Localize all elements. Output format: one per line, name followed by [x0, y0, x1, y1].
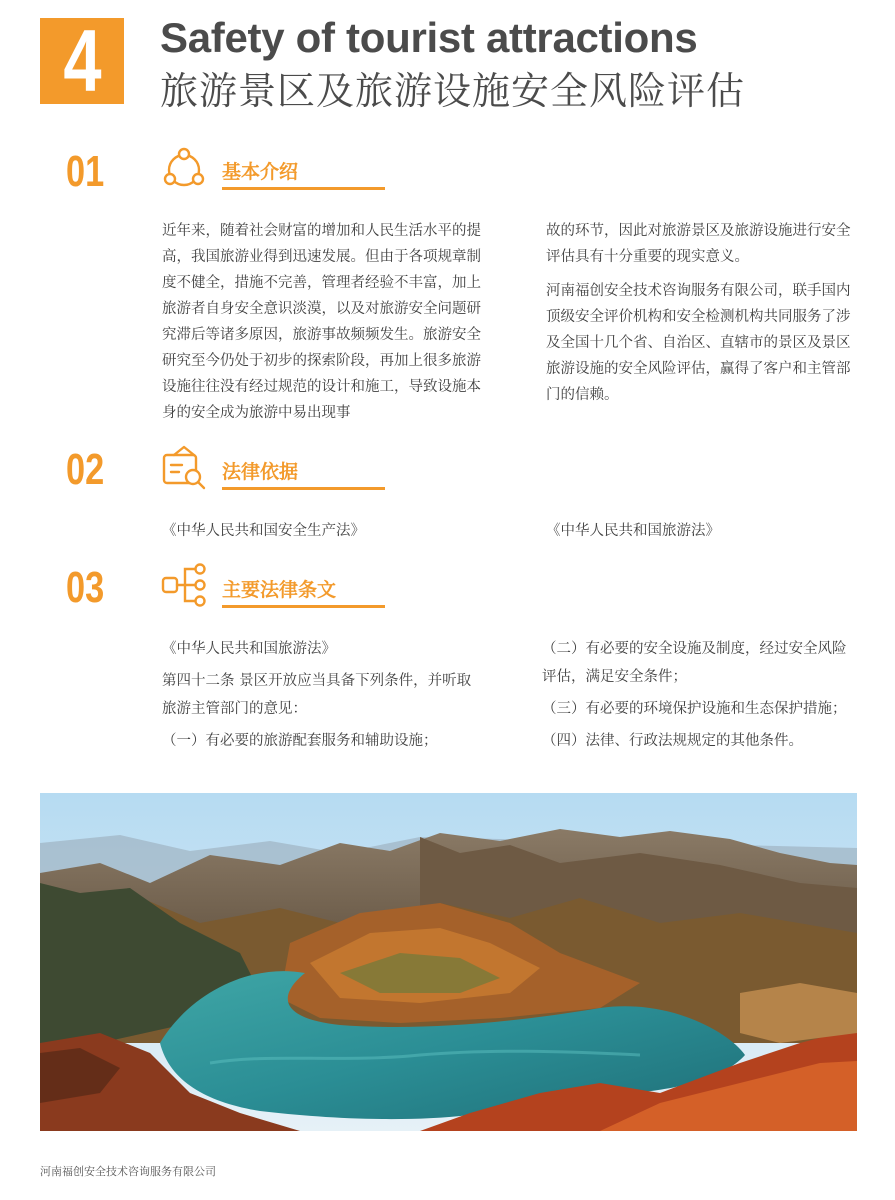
law-articles-right — [542, 636, 847, 754]
page-title-en: Safety of tourist attractions — [160, 14, 698, 61]
law-article-line: （四）法律、行政法规规定的其他条件。 — [542, 733, 803, 749]
chapter-number: 4 — [62, 11, 102, 110]
section-01-underline — [222, 187, 385, 190]
section-01-number: 01 — [66, 147, 105, 196]
scenic-lake-photo — [40, 793, 857, 1131]
flow-nodes-icon — [160, 562, 208, 610]
law-basis-right: 《中华人民共和国旅游法》 — [546, 523, 720, 539]
section-03-underline — [222, 605, 385, 608]
section-03-title: 主要法律条文 — [222, 579, 337, 601]
intro-left-paragraph: 近年来，随着社会财富的增加和人民生活水平的提高，我国旅游业得到迅速发展。但由于各项规章制度不健全，措施不完善，管理者经验不丰富，加上旅游者自身安全意识淡漠，以及对旅游安全问题研究滞后等诸多原因，旅游事故频频发生。旅游安全研究至今仍处于初步的探索阶段，再加上很多旅游设施往往没有经过规范的设计和施工，导致设施本身的安全成为旅游中易出现事 — [162, 223, 481, 421]
law-articles-left — [162, 636, 471, 754]
intro-right-column — [546, 218, 860, 408]
law-basis-left: 《中华人民共和国安全生产法》 — [162, 523, 365, 539]
law-article-line: 第四十二条 景区开放应当具备下列条件，并听取 — [162, 673, 472, 689]
footer-company: 河南福创安全技术咨询服务有限公司 — [40, 1165, 216, 1178]
law-article-line: （三）有必要的环境保护设施和生态保护措施； — [542, 701, 847, 717]
intro-right-paragraph-2: 河南福创安全技术咨询服务有限公司，联手国内顶级安全评价机构和安全检测机构共同服务了涉及全国十几个省、自治区、直辖市的景区及景区旅游设施的安全风险评估，赢得了客户和主管部门的信赖。 — [546, 283, 851, 403]
section-02-number: 02 — [66, 445, 105, 494]
law-article-line: 评估，满足安全条件； — [542, 669, 687, 685]
section-02-underline — [222, 487, 385, 490]
intro-right-paragraph-1: 故的环节，因此对旅游景区及旅游设施进行安全评估具有十分重要的现实意义。 — [546, 223, 851, 265]
law-article-line: （二）有必要的安全设施及制度，经过安全风险 — [542, 641, 847, 657]
network-circle-icon — [160, 146, 208, 194]
law-article-line: （一）有必要的旅游配套服务和辅助设施； — [162, 733, 438, 749]
section-01-title: 基本介绍 — [222, 161, 299, 183]
section-03-number: 03 — [66, 563, 105, 612]
section-02-title: 法律依据 — [222, 461, 299, 483]
law-article-line: 《中华人民共和国旅游法》 — [162, 641, 336, 657]
document-search-icon — [160, 443, 208, 491]
page-title-zh: 旅游景区及旅游设施安全风险评估 — [160, 69, 746, 113]
law-article-line: 旅游主管部门的意见： — [162, 701, 307, 717]
chapter-number-block — [40, 11, 124, 110]
